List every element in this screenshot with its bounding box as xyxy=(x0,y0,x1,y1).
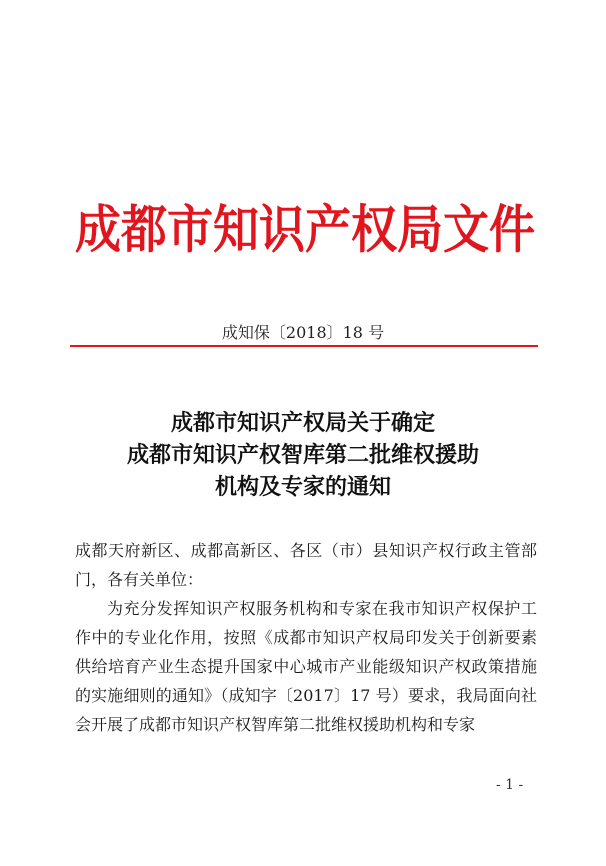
notice-body xyxy=(75,536,537,739)
red-divider-line xyxy=(70,345,538,347)
notice-title-line-1: 成都市知识产权局关于确定 xyxy=(170,410,435,436)
document-header-title: 成都市知识产权局文件 xyxy=(75,199,535,260)
notice-title xyxy=(0,407,606,503)
page-number: - 1 - xyxy=(496,777,524,793)
document-number: 成知保〔2018〕18 号 xyxy=(221,323,385,342)
notice-title-line-2: 成都市知识产权智库第二批维权援助 xyxy=(126,442,479,468)
body-paragraph: 为充分发挥知识产权服务机构和专家在我市知识产权保护工作中的专业化作用，按照《成都市知识产权局印发关于创新要素供给培育产业生态提升国家中心城市产业能级知识产权政策措施的实施细则的通知》（成知字〔2017〕17 号）要求，我局面向社会开展了成都市知识产权智库第二批维权援助机构和专家 xyxy=(75,599,537,734)
notice-title-line-3: 机构及专家的通知 xyxy=(214,474,391,500)
addressee-paragraph: 成都天府新区、成都高新区、各区（市）县知识产权行政主管部门，各有关单位： xyxy=(75,541,537,589)
